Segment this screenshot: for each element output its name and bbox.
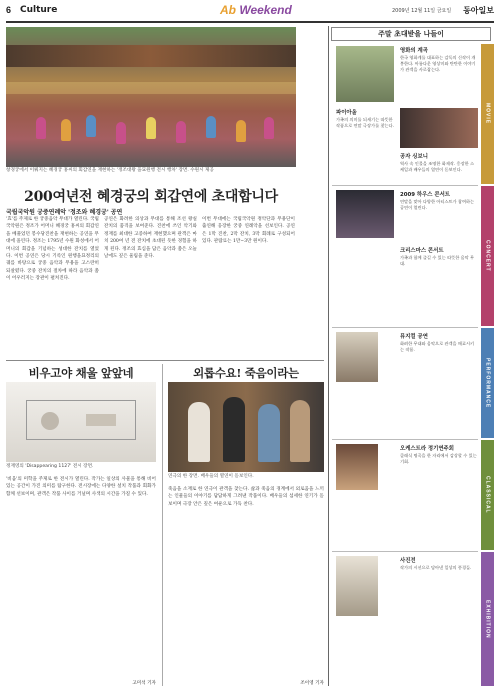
bottom-left-byline: 고미석 기자	[132, 681, 156, 686]
top-photo-caption: 창경궁에서 이뤄지는 혜경궁 홍씨의 회갑연을 재현하는 '정조대왕 을묘원행 전시 행차' 장면. 수원시 제공	[6, 168, 214, 173]
main-subhead: 국립국악원 궁중연례악 '정조와 혜경궁' 공연	[6, 209, 123, 216]
section-divider	[6, 360, 324, 361]
classical-text: 클래식 명곡을 한 자리에서 감상할 수 있는 기회.	[400, 453, 477, 465]
section-name: Culture	[20, 5, 58, 15]
bottom-left-headline: 비우고야 채울 앞앞네	[28, 366, 134, 380]
tab-concert: CONCERT	[481, 186, 494, 326]
movie-1-title: 영화의 계곡	[400, 48, 428, 54]
exhibition-photo	[6, 382, 156, 462]
tab-exhibition: EXHIBITION	[481, 552, 494, 686]
movie-3-text: 역사 속 인물을 조명한 화제작. 웅장한 스케일과 배우들의 열연이 돋보인다.	[400, 161, 475, 173]
bottom-right-byline: 조이영 기자	[300, 681, 324, 686]
theater-caption: 연극의 한 장면. 배우들의 열연이 돋보인다.	[168, 474, 254, 479]
exhibition-caption: 정재영의 'Disappearing 1127' 전시 장면.	[6, 464, 94, 469]
main-headline: 200여년전 혜경궁의 회갑연에 초대합니다	[24, 189, 278, 205]
page-header	[6, 4, 494, 20]
performance-text: 화려한 무대와 음악으로 관객을 매료시키는 작품.	[400, 341, 475, 353]
movie-2-text: 가족의 의미를 되새기는 따뜻한 작품으로 연말 극장가를 찾는다.	[336, 117, 394, 129]
performance-title: 뮤지컬 공연	[400, 334, 428, 340]
main-body-col1: '효'를 주제로 한 궁중음악 무대가 열린다. 국립국악원은 정조가 어머니 혜경궁 홍씨의 회갑연을 베풀었던 봉수당진찬을 재현하는 공연을 무대에 올린다. 정조는 1795년 수원 화성에서 어머니의 회갑을 기념하는 성대한 잔치를 열었다. 이번 공연은 당시 기록인 원행을묘정리의궤를 바탕으로 궁중 음악과 무용을 고스란히 되살렸다. 궁중 잔치의 절차에 따라 음악과 춤이 어우러지는 장관이 펼쳐진다.	[6, 217, 99, 282]
court-banquet-photo	[6, 27, 296, 167]
movie-1-photo	[336, 46, 394, 102]
tab-performance: PERFORMANCE	[481, 328, 494, 438]
column-divider	[162, 364, 163, 686]
concert-1-title: 2009 하우스 콘서트	[400, 192, 451, 198]
movie-2-title: 파이아올	[336, 110, 357, 116]
issue-date: 2009년 12월 11일 금요일	[392, 8, 452, 14]
theater-photo	[168, 382, 324, 472]
weekend-guide-title: 주말 초대받을 나들이	[331, 27, 491, 41]
classical-title: 오케스트라 정기연주회	[400, 446, 454, 452]
concert-2-text: 가족과 함께 즐길 수 있는 따뜻한 음악 무대.	[400, 255, 475, 267]
newspaper-name: 동아일보	[463, 6, 494, 15]
classical-photo	[336, 444, 378, 490]
page-number: 6	[6, 5, 12, 15]
exhibition-text: 작가의 시선으로 담아낸 일상의 풍경들.	[400, 565, 472, 570]
exhibition-title: 사진전	[400, 558, 416, 564]
main-body-col3: 이번 무대에는 국립국악원 정악단과 무용단이 출연해 웅장한 궁중 연례악을 선보인다. 공연은 1막 진찬, 2막 잔치, 3막 회례로 구성되어 있다. 관람료는 1만∼3만 원이다.	[202, 217, 295, 245]
tab-movie: MOVIE	[481, 44, 494, 184]
movie-1-text: 한국 영화계를 대표하는 감독의 신작이 개봉한다. 아름다운 영상미와 탄탄한 이야기가 관객을 사로잡는다.	[400, 55, 476, 73]
tab-classical: CLASSICAL	[481, 440, 494, 550]
bottom-right-headline: 외롭수요! 죽음이라는	[193, 366, 299, 380]
movie-3-title: 공자 싱보니	[400, 154, 428, 160]
bottom-right-body: 죽음을 소재로 한 연극이 관객을 찾는다. 삶과 죽음의 경계에서 외로움을 느끼는 인물들의 이야기를 담담하게 그려낸 작품이다. 배우들의 섬세한 연기가 돋보이며 극장 안은 깊은 여운으로 가득 찬다.	[168, 487, 324, 507]
main-body-col2: 공연은 화려한 의상과 무대를 통해 조선 왕실 잔치의 품격을 보여준다. 진찬에 쓰인 악기와 정재를 최대한 고증하여 재현했으며 관객은 마치 200여 년 전 잔치에 초대된 듯한 경험을 하게 된다. 정조의 효심을 담은 음악과 춤은 오늘날에도 깊은 울림을 준다.	[104, 217, 197, 260]
exhibition-item-photo	[336, 556, 378, 616]
bottom-left-body: '비움'의 미학을 주제로 한 전시가 열린다. 작가는 일상의 사물을 통해 비어 있는 공간이 가진 의미를 탐구한다. 전시장에는 다양한 설치 작품과 회화가 함께 선보이며, 관객은 작품 사이를 거닐며 사색의 시간을 가질 수 있다.	[6, 477, 156, 497]
right-column-divider	[328, 26, 329, 686]
header-rule	[6, 21, 494, 23]
movie-2-photo	[400, 108, 478, 148]
concert-1-text: 연말을 맞아 다양한 아티스트가 참여하는 공연이 열린다.	[400, 199, 475, 211]
concert-2-title: 크리스마스 콘서트	[400, 248, 444, 254]
brand-logo: Ab Weekend	[220, 3, 292, 17]
concert-photo	[336, 190, 394, 238]
performance-photo	[336, 332, 378, 382]
